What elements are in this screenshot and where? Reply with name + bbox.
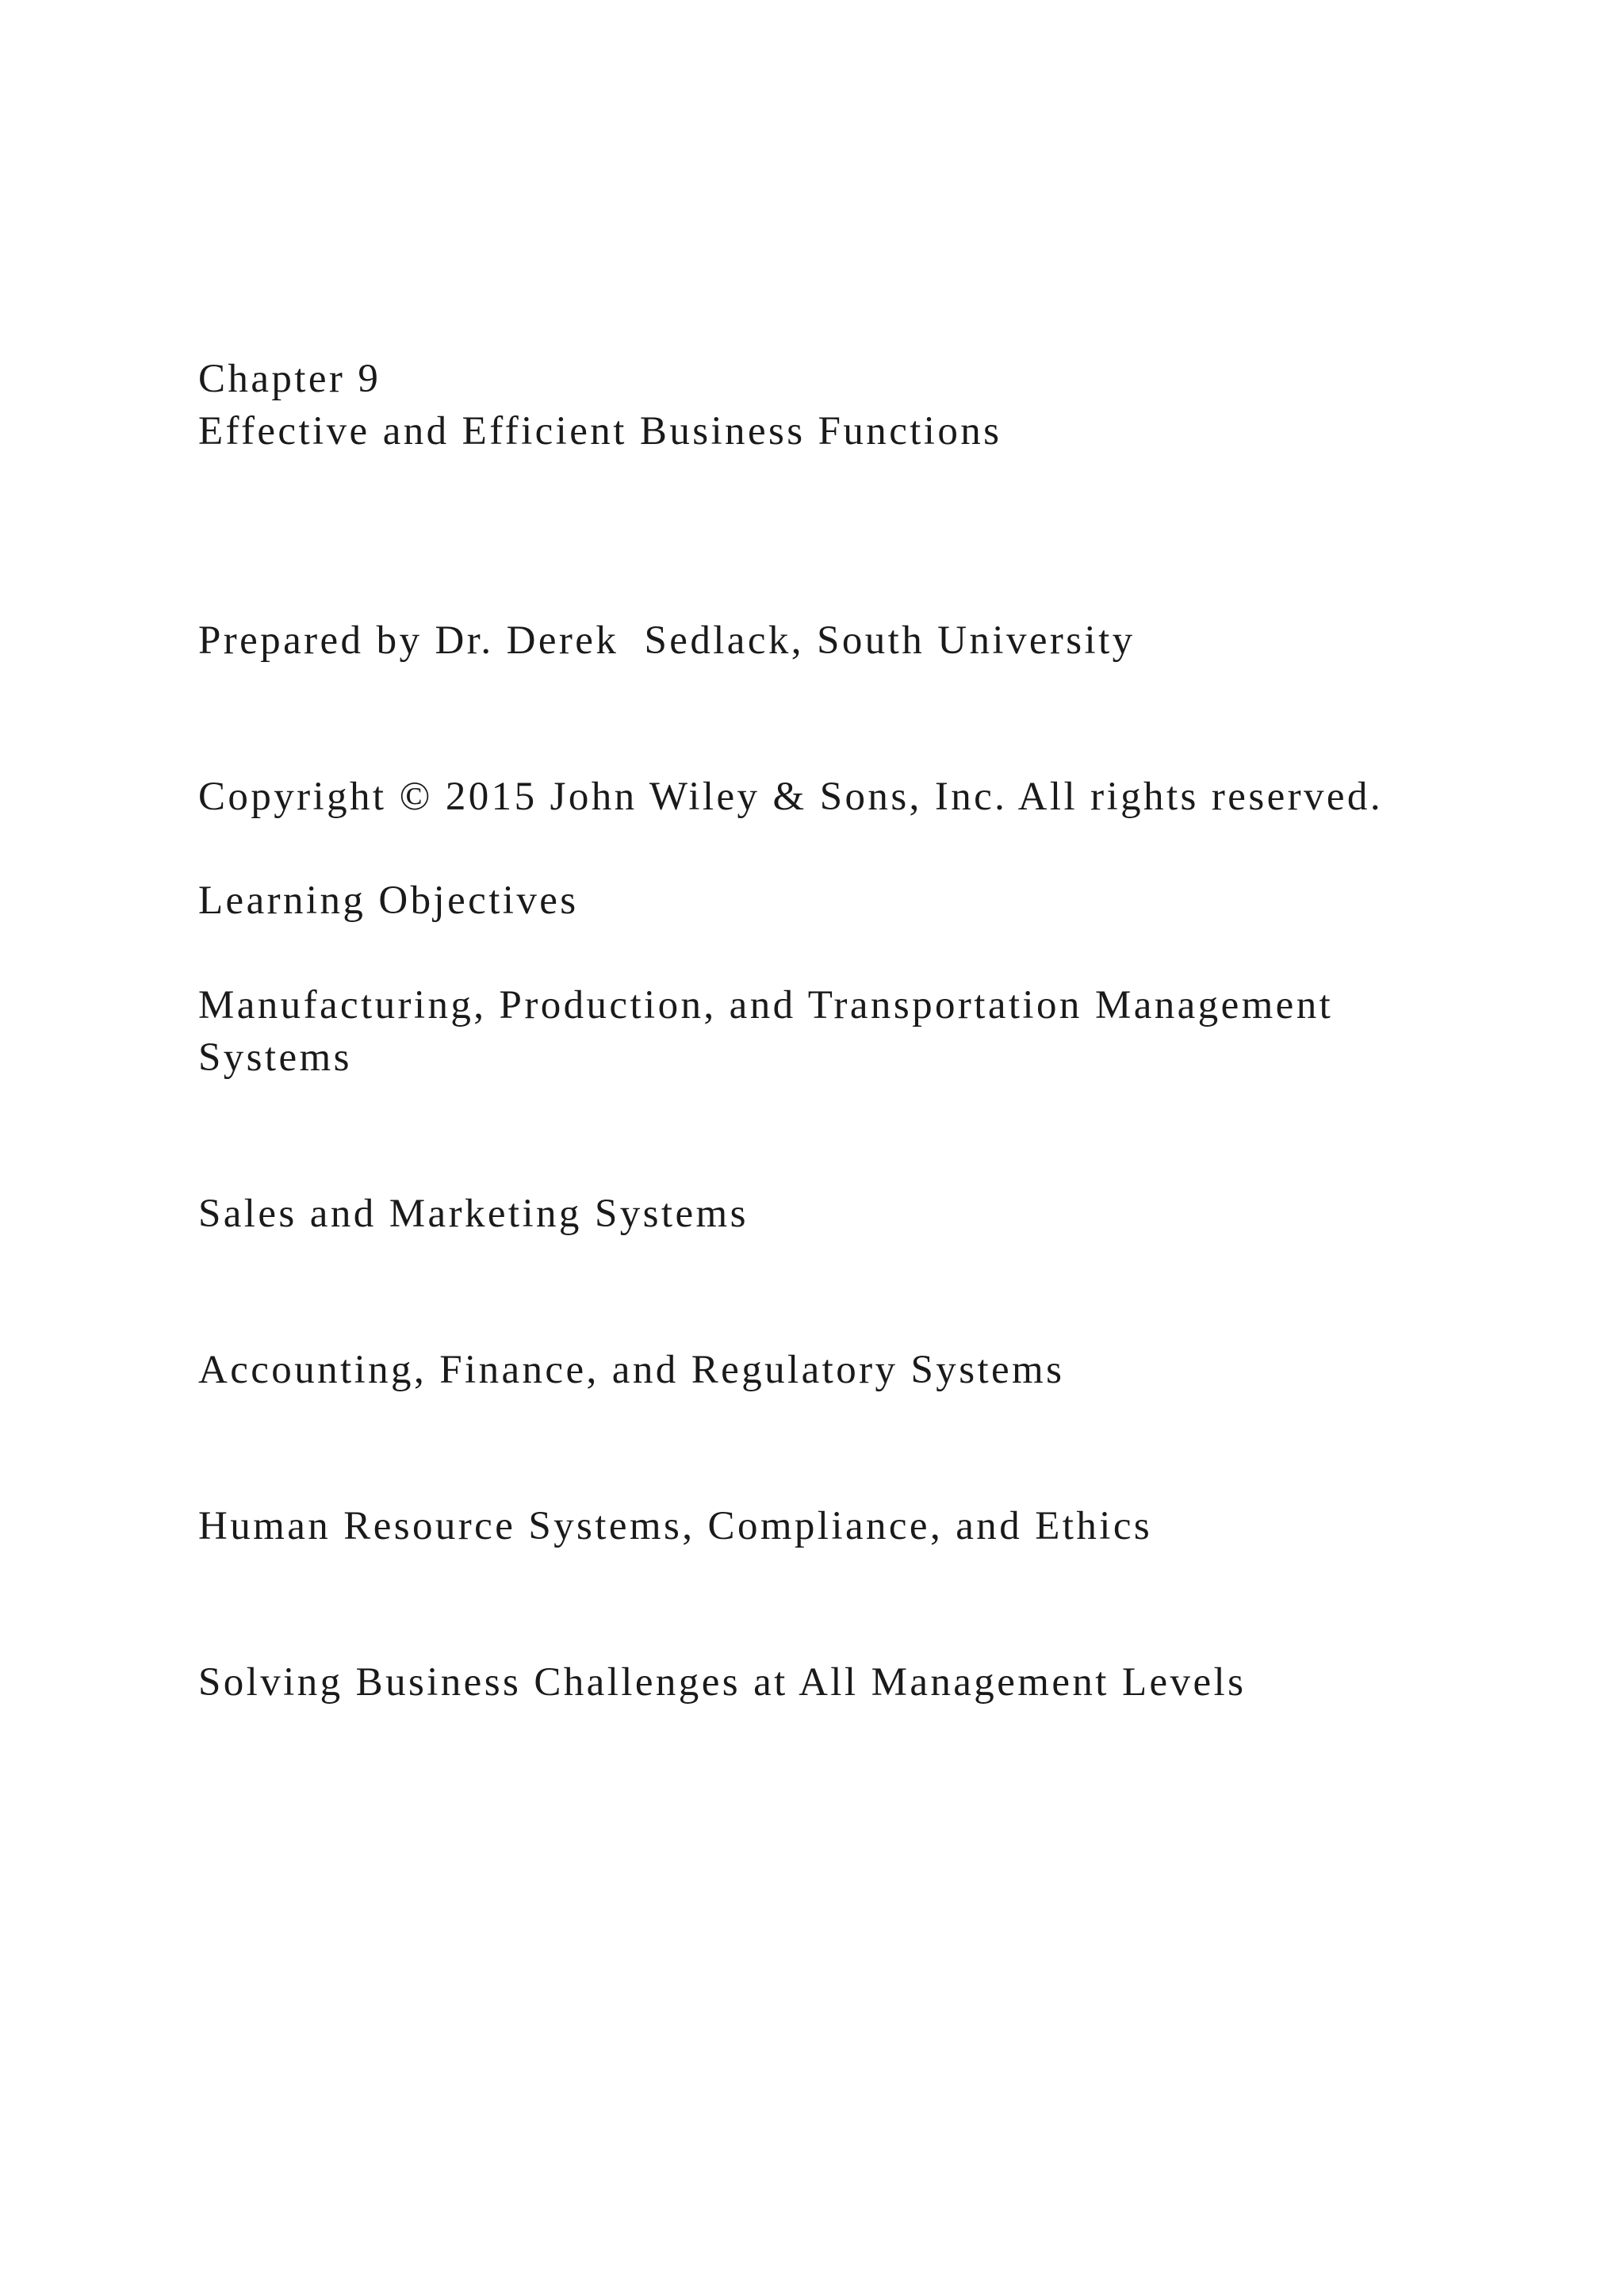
- chapter-title: Effective and Efficient Business Functions: [198, 409, 1002, 453]
- objective-item-4: Human Resource Systems, Compliance, and Ethics: [198, 1504, 1153, 1548]
- objective-item-5: Solving Business Challenges at All Management Levels: [198, 1660, 1247, 1705]
- objective-item-1-continued: Systems: [198, 1035, 352, 1080]
- objective-item-3: Accounting, Finance, and Regulatory Systems: [198, 1348, 1065, 1392]
- copyright-notice: Copyright © 2015 John Wiley & Sons, Inc. All rights reserved.: [198, 775, 1383, 819]
- objective-item-1: Manufacturing, Production, and Transportation Management: [198, 983, 1334, 1027]
- chapter-number: Chapter 9: [198, 357, 381, 401]
- prepared-by: Prepared by Dr. Derek Sedlack, South University: [198, 618, 1136, 663]
- objective-item-2: Sales and Marketing Systems: [198, 1192, 749, 1236]
- objectives-heading: Learning Objectives: [198, 878, 579, 923]
